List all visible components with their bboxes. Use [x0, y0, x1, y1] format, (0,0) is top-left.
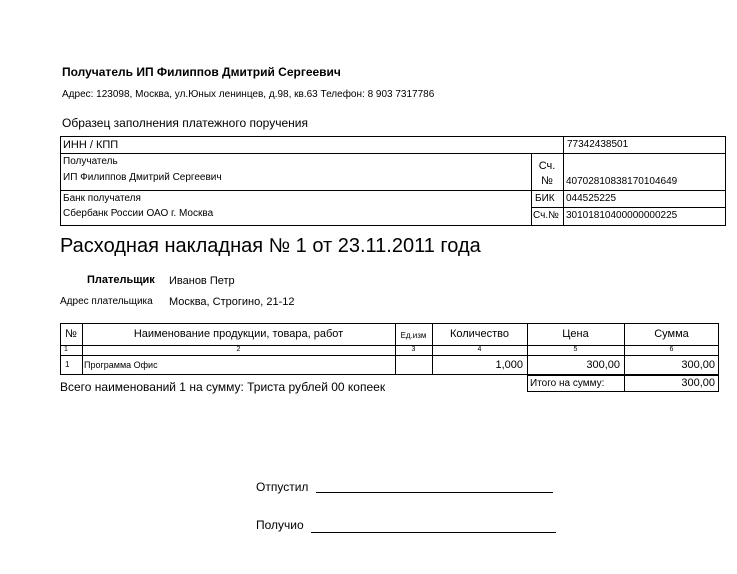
total-value: 300,00	[681, 377, 715, 389]
received-by-signature-line	[311, 532, 556, 533]
row-num: 1	[65, 360, 70, 369]
inn-label: ИНН / КПП	[63, 139, 119, 151]
col-header-num: №	[65, 328, 77, 340]
bank-label: Банк получателя	[63, 193, 141, 204]
recipient-label: Получатель	[63, 156, 118, 167]
col-number-1: 1	[64, 346, 68, 353]
bik-label: БИК	[535, 193, 555, 204]
inn-value: 77342438501	[567, 139, 629, 150]
col-number-3: 3	[411, 346, 416, 353]
payer-label: Плательщик	[87, 274, 155, 286]
recipient-address: Адрес: 123098, Москва, ул.Юных ленинцев, д.98, кв.63 Телефон: 8 903 7317786	[62, 89, 435, 100]
col-header-sum: Сумма	[654, 328, 689, 340]
row-sum: 300,00	[681, 359, 715, 371]
col-number-2: 2	[236, 346, 241, 353]
col-header-name: Наименование продукции, товара, работ	[133, 328, 344, 340]
released-by-signature-line	[316, 492, 553, 493]
col-number-6: 6	[669, 346, 674, 353]
payer-address-label: Адрес плательщика	[60, 296, 153, 307]
col-header-unit: Ед.изм	[400, 331, 427, 340]
row-price: 300,00	[586, 359, 620, 371]
col-number-5: 5	[573, 346, 578, 353]
recipient-name: ИП Филиппов Дмитрий Сергеевич	[63, 172, 222, 183]
total-label: Итого на сумму:	[530, 378, 605, 389]
bank-name: Сбербанк России ОАО г. Москва	[63, 208, 214, 219]
corr-account-value: 30101810400000000225	[566, 210, 678, 221]
row-product-name: Программа Офис	[84, 360, 158, 370]
payer-address-value: Москва, Строгино, 21-12	[169, 296, 295, 308]
payment-sample-title: Образец заполнения платежного поручения	[62, 116, 308, 130]
row-qty: 1,000	[495, 359, 523, 371]
corr-account-label: Сч.№	[533, 210, 559, 221]
received-by-label: Получио	[256, 518, 304, 532]
col-number-4: 4	[477, 346, 482, 353]
invoice-title: Расходная накладная № 1 от 23.11.2011 года	[60, 235, 481, 257]
payer-value: Иванов Петр	[169, 275, 235, 287]
account-label-2: №	[541, 175, 553, 187]
bik-value: 044525225	[566, 193, 617, 204]
account-value: 40702810838170104649	[566, 176, 678, 187]
recipient-header: Получатель ИП Филиппов Дмитрий Сергеевич	[62, 65, 341, 79]
released-by-label: Отпустил	[256, 480, 309, 494]
col-header-qty: Количество	[449, 328, 510, 340]
total-in-words: Всего наименований 1 на сумму: Триста рублей 00 копеек	[60, 380, 386, 394]
col-header-price: Цена	[562, 328, 589, 340]
account-label-1: Сч.	[538, 160, 556, 172]
